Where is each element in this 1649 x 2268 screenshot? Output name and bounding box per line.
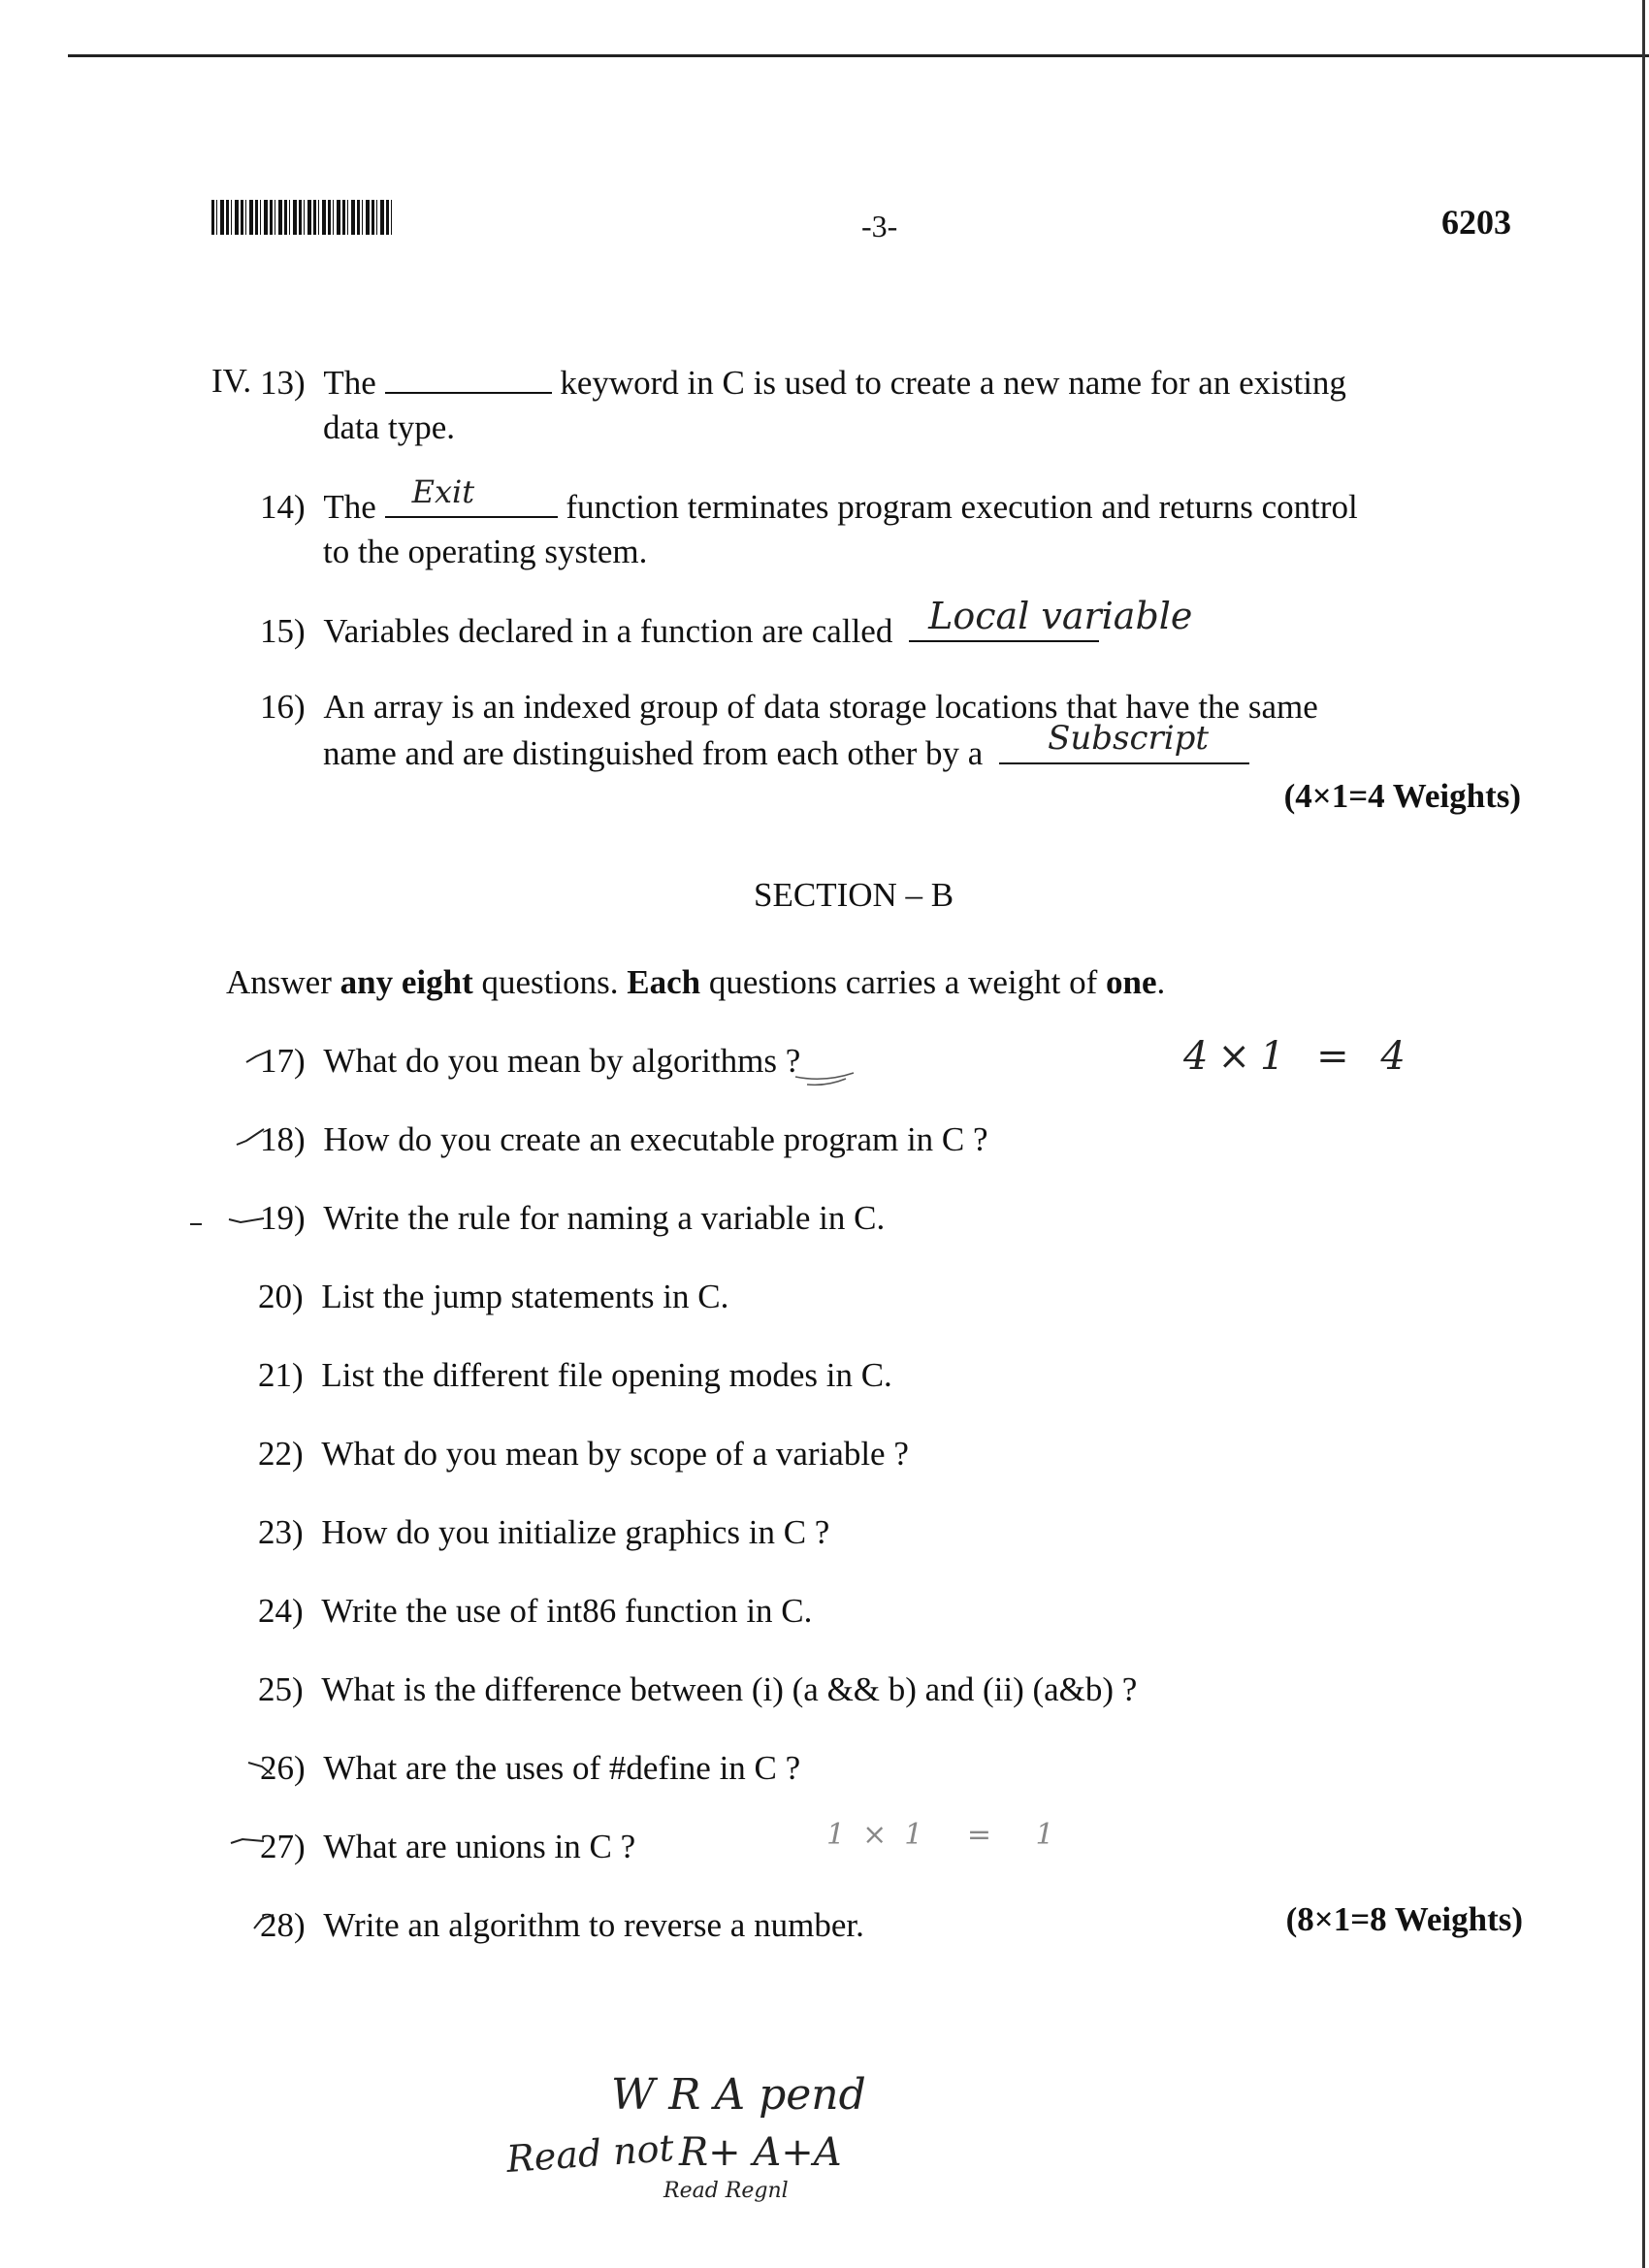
question-number: 22) <box>258 1435 304 1473</box>
question-text: List the jump statements in C. <box>321 1278 729 1315</box>
question-number: 18) <box>260 1120 306 1158</box>
instr-bold: one <box>1106 963 1157 1001</box>
tick-mark-19 <box>190 1218 264 1224</box>
question-text: The <box>323 364 376 402</box>
instr-bold: any eight <box>340 963 473 1001</box>
question-26 <box>260 1746 800 1791</box>
answer-blank <box>999 719 1249 764</box>
question-number: 23) <box>258 1513 304 1551</box>
question-number: 25) <box>258 1670 304 1708</box>
question-25 <box>258 1668 1137 1712</box>
question-text: What do you mean by scope of a variable ? <box>321 1435 909 1473</box>
question-13 <box>260 359 1472 405</box>
question-21 <box>258 1353 892 1398</box>
question-19 <box>260 1196 885 1241</box>
question-text: An array is an indexed group of data storage locations that have the same <box>323 688 1318 726</box>
question-text: How do you create an executable program in C ? <box>323 1120 988 1158</box>
question-27 <box>260 1825 635 1869</box>
instr-text: questions. <box>472 963 628 1001</box>
section-b-instructions <box>226 960 1390 1005</box>
question-14 <box>260 473 1472 530</box>
question-20 <box>258 1275 728 1319</box>
question-text: Write the rule for naming a variable in C. <box>323 1199 886 1237</box>
question-number: 13) <box>260 364 306 402</box>
question-number: 17) <box>260 1042 306 1080</box>
question-16-line2 <box>323 719 1390 776</box>
part-label: IV. <box>211 362 252 400</box>
instr-text: Answer <box>226 963 340 1001</box>
handwritten-note-1: W R A pend <box>611 2070 866 2120</box>
question-text: List the different file opening modes in C. <box>321 1356 892 1394</box>
question-text: What is the difference between (i) (a && b) and (ii) (a&b) ? <box>321 1670 1138 1708</box>
handwritten-answer: Exit <box>411 473 475 510</box>
page-number: -3- <box>861 209 898 243</box>
question-23 <box>258 1510 829 1555</box>
handwritten-answer: Local variable <box>928 595 1193 637</box>
right-edge-line <box>1642 0 1645 2268</box>
question-text: keyword in C is used to create a new name for an existing <box>560 364 1346 402</box>
question-text: function terminates program execution and returns control <box>566 488 1358 526</box>
question-number: 26) <box>260 1749 306 1787</box>
question-number: 16) <box>260 688 306 726</box>
tick-mark-27 <box>231 1839 264 1843</box>
answer-blank <box>385 473 558 518</box>
handwritten-answer: Subscript <box>1048 719 1210 758</box>
question-17 <box>260 1039 800 1084</box>
question-number: 24) <box>258 1592 304 1630</box>
top-border-line <box>68 54 1649 57</box>
question-number: 19) <box>260 1199 306 1237</box>
question-number: 20) <box>258 1278 304 1315</box>
question-text: What are unions in C ? <box>323 1828 636 1865</box>
question-text: What are the uses of #define in C ? <box>323 1749 801 1787</box>
question-14-line2: to the operating system. <box>323 533 648 570</box>
paper-code: 6203 <box>1441 203 1511 242</box>
question-number: 27) <box>260 1828 306 1865</box>
instr-bold: Each <box>627 963 701 1001</box>
section-b-weights: (8×1=8 Weights) <box>1285 1900 1523 1938</box>
question-16 <box>260 685 1472 729</box>
question-text: Variables declared in a function are called <box>323 612 893 650</box>
question-13-line2: data type. <box>323 408 456 446</box>
question-text: Write an algorithm to reverse a number. <box>323 1906 864 1944</box>
question-number: 15) <box>260 612 306 650</box>
question-text: How do you initialize graphics in C ? <box>321 1513 830 1551</box>
question-text: What do you mean by algorithms ? <box>323 1042 801 1080</box>
barcode <box>211 200 392 235</box>
question-number: 28) <box>260 1906 306 1944</box>
section-a-weights: (4×1=4 Weights) <box>1283 777 1521 815</box>
handwritten-score-1: 4×1 = 4 <box>1183 1034 1415 1079</box>
handwritten-note-3: R+ A+A <box>679 2130 842 2175</box>
handwritten-score-2: 1×1 = 1 <box>826 1818 1072 1852</box>
answer-blank <box>385 359 552 394</box>
underline-scribble <box>795 1073 854 1085</box>
question-18 <box>260 1118 988 1162</box>
question-text: name and are distinguished from each other by a <box>323 734 984 772</box>
question-15 <box>260 595 1472 654</box>
question-text: Write the use of int86 function in C. <box>321 1592 813 1630</box>
question-text: The <box>323 488 376 526</box>
instr-text: questions carries a weight of <box>700 963 1107 1001</box>
question-number: 14) <box>260 488 306 526</box>
handwritten-note-2: Read not <box>504 2126 676 2181</box>
answer-blank <box>909 595 1193 642</box>
question-24 <box>258 1589 812 1634</box>
question-28 <box>260 1903 864 1948</box>
handwritten-note-4: Read Regnl <box>663 2179 789 2203</box>
instr-text: . <box>1156 963 1166 1001</box>
question-number: 21) <box>258 1356 304 1394</box>
question-22 <box>258 1432 909 1476</box>
section-b-title: SECTION – B <box>754 876 954 914</box>
